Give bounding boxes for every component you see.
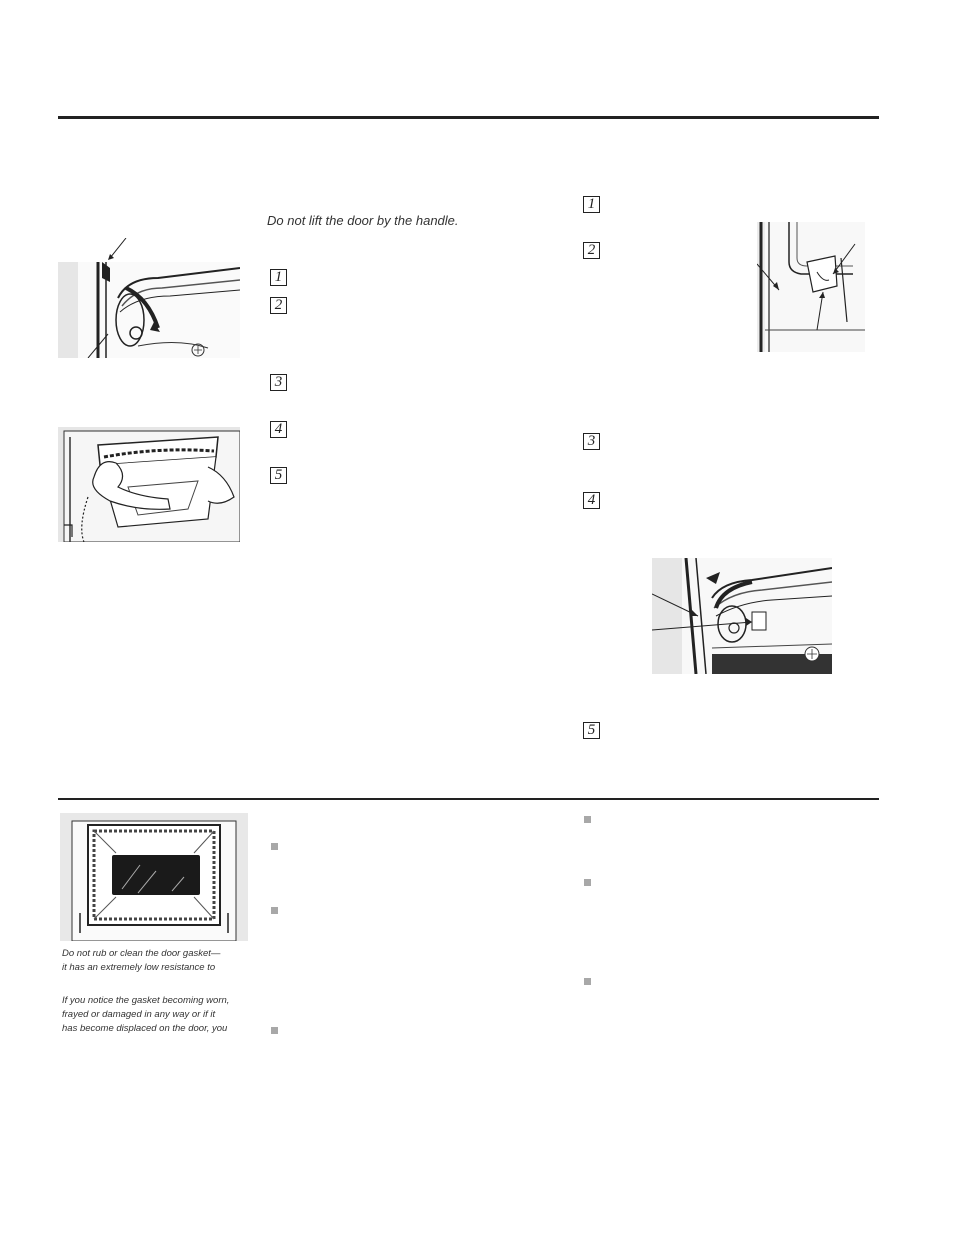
bullet-marker [584, 879, 591, 886]
door-slot-illustration [757, 222, 865, 352]
bullet-marker [271, 843, 278, 850]
top-divider [58, 116, 879, 119]
door-gasket-illustration [60, 813, 248, 941]
gasket-caption-damage: If you notice the gasket becoming worn, frayed or damaged in any way or if it has become displaced on the door, you [62, 995, 230, 1034]
step-3-marker: 3 [270, 374, 287, 391]
bullet-marker [271, 907, 278, 914]
step-1-marker: 1 [270, 269, 287, 286]
bullet-marker [584, 816, 591, 823]
hinge-lock-illustration [58, 238, 240, 358]
gasket-caption-cleaning: Do not rub or clean the door gasket— it has an extremely low resistance to [62, 948, 221, 973]
replace-step-3-marker: 3 [583, 433, 600, 450]
removal-warning: Do not lift the door by the handle. [267, 213, 459, 228]
replace-step-4-marker: 4 [583, 492, 600, 509]
step-5-marker: 5 [270, 467, 287, 484]
bullet-marker [584, 978, 591, 985]
step-4-marker: 4 [270, 421, 287, 438]
replace-step-1-marker: 1 [583, 196, 600, 213]
step-2-marker: 2 [270, 297, 287, 314]
section-divider [58, 798, 879, 800]
lifting-door-illustration [58, 427, 240, 542]
bullet-marker [271, 1027, 278, 1034]
replace-step-2-marker: 2 [583, 242, 600, 259]
replace-step-5-marker: 5 [583, 722, 600, 739]
hinge-replace-illustration [652, 558, 832, 674]
